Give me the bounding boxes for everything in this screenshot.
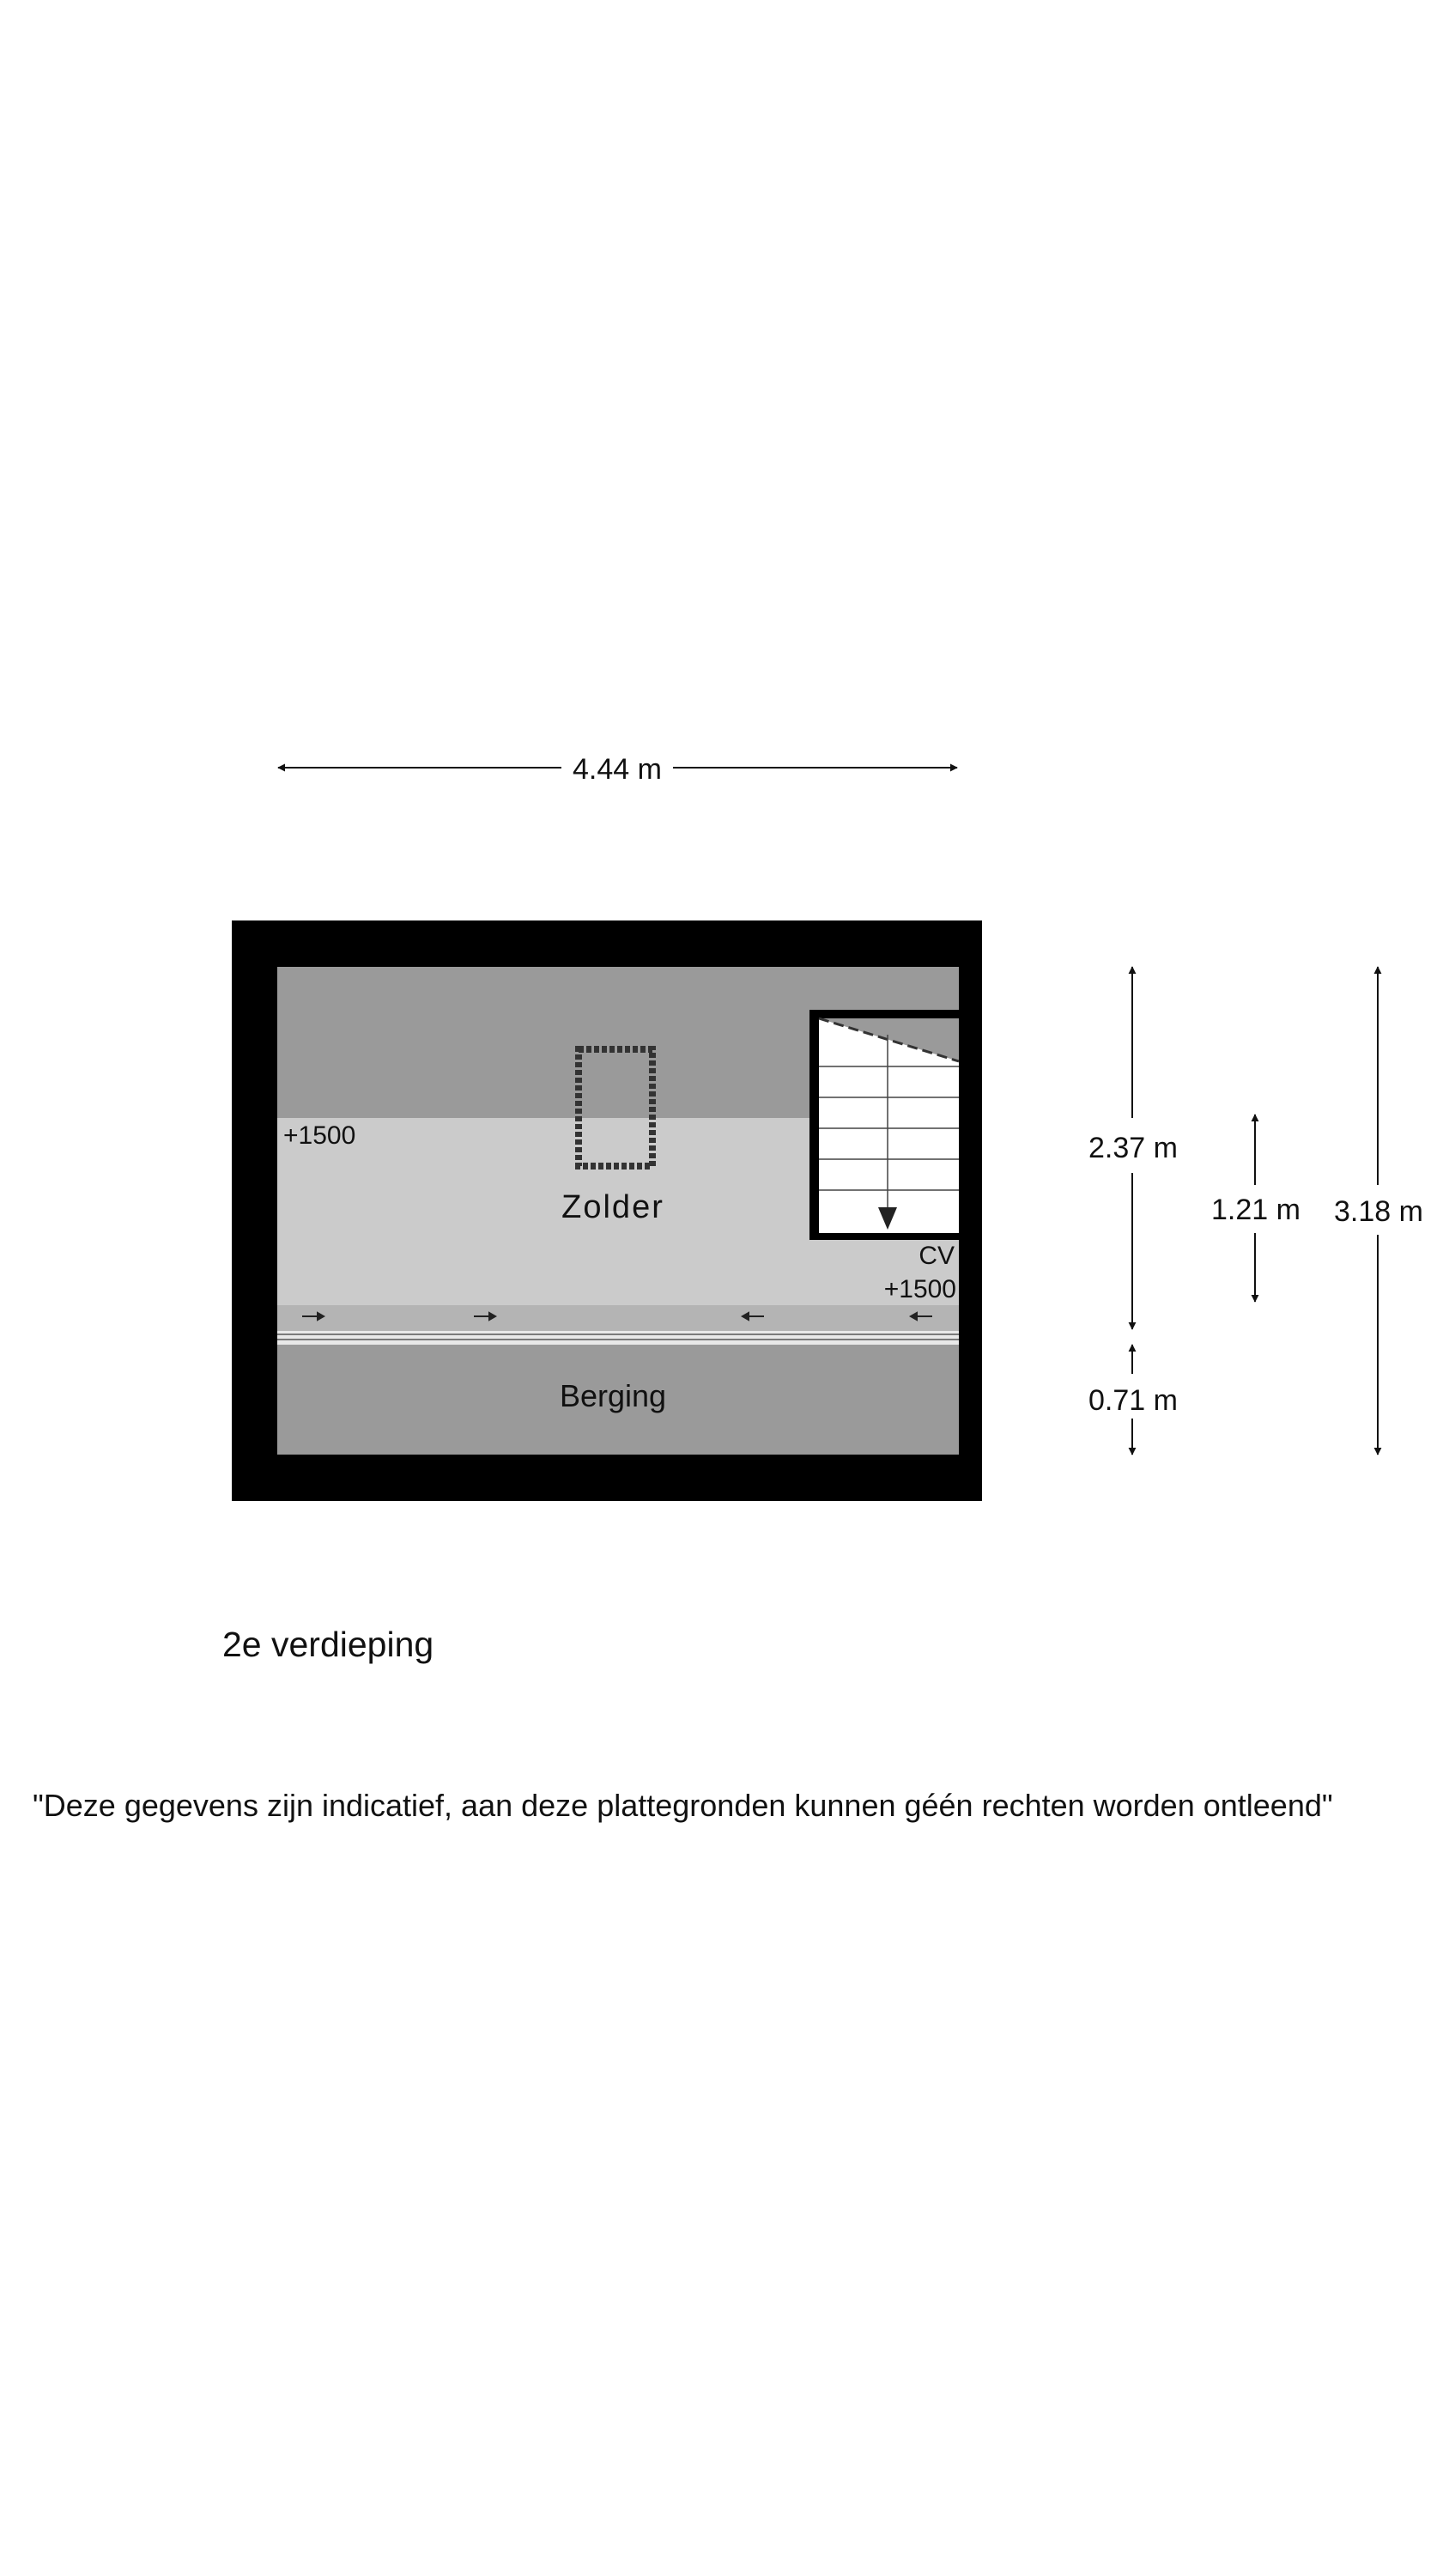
divider-strip: [277, 1305, 959, 1331]
level-annotation-left: +1500: [283, 1121, 356, 1150]
dimension-total-depth: [1334, 967, 1423, 1455]
room-label-attic: Zolder: [561, 1189, 664, 1225]
dimension-storage-depth: [1088, 1345, 1178, 1455]
dimension-attic-depth: [1088, 967, 1178, 1329]
dimension-attic-depth-label: 2.37 m: [1088, 1132, 1178, 1164]
dimension-width-label: 4.44 m: [573, 753, 662, 786]
disclaimer-text: "Deze gegevens zijn indicatief, aan deze plattegronden kunnen géén rechten worden ontleend": [33, 1788, 1333, 1823]
dimension-storage-depth-label: 0.71 m: [1088, 1384, 1178, 1417]
level-annotation-right: +1500: [883, 1275, 956, 1303]
dimension-stair-depth: [1211, 1115, 1300, 1302]
sliding-door-track: [277, 1331, 959, 1345]
cv-annotation: CV: [919, 1242, 955, 1270]
floor-title: 2e verdieping: [222, 1625, 434, 1664]
dimension-width: [278, 753, 957, 786]
dimension-total-depth-label: 3.18 m: [1334, 1195, 1423, 1228]
room-label-storage: Berging: [559, 1378, 667, 1413]
dimension-stair-depth-label: 1.21 m: [1211, 1194, 1300, 1226]
staircase: [809, 1010, 959, 1240]
